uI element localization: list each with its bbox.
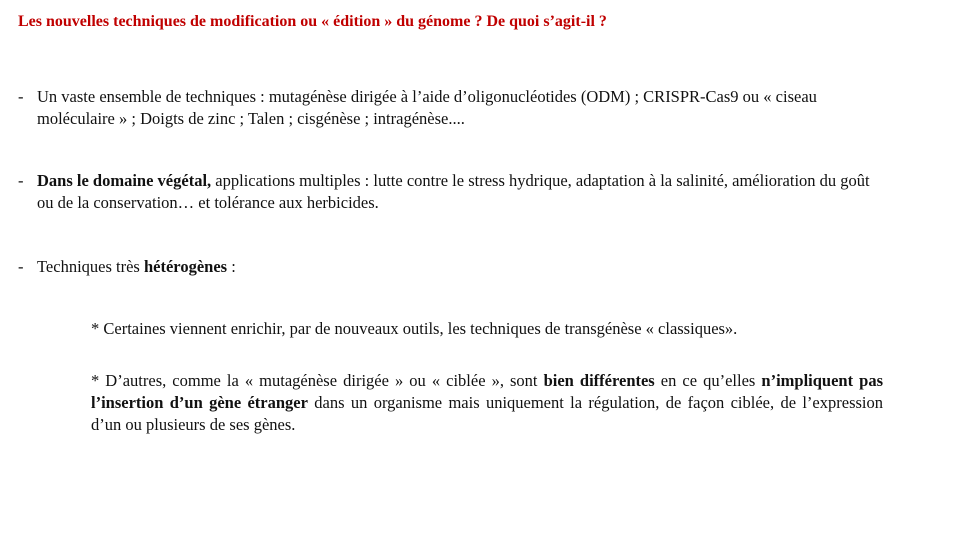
bullet-text-suffix: : xyxy=(227,257,236,276)
bullet-text xyxy=(37,256,888,278)
bullet-text-prefix: Techniques très xyxy=(37,257,144,276)
bold-phrase: n’impliquent pas l’insertion d’un gène étranger xyxy=(91,371,884,412)
sub-text-part: * D’autres, comme la « mutagénèse dirigée » ou « ciblée », sont xyxy=(91,371,544,390)
bold-phrase: bien différentes xyxy=(543,371,655,390)
bullet-plant-domain xyxy=(18,170,888,214)
bullet-text xyxy=(37,170,888,214)
bold-phrase: Dans le domaine végétal, xyxy=(37,171,212,190)
bullet-heterogeneous xyxy=(18,256,888,278)
sub-item-transgenesis: * Certaines viennent enrichir, par de nouveaux outils, les techniques de transgénèse « classiques». xyxy=(91,319,738,338)
bullet-marker: - xyxy=(18,171,24,190)
bullet-text: Un vaste ensemble de techniques : mutagénèse dirigée à l’aide d’oligonucléotides (ODM) ; CRISPR-Cas9 ou « ciseau moléculaire » ; Doigts de zinc ; Talen ; cisgénèse ; intragénèse.... xyxy=(37,87,817,128)
bullet-marker: - xyxy=(18,257,24,276)
sub-text-part: en ce qu’elles xyxy=(654,371,762,390)
bold-phrase: hétérogènes xyxy=(143,257,228,276)
bullet-text-rest: applications multiples : lutte contre le stress hydrique, adaptation à la salinité, amélioration du goût ou de la conservation… et tolérance aux herbicides. xyxy=(37,171,870,212)
bullet-marker: - xyxy=(18,87,24,106)
slide-title: Les nouvelles techniques de modification ou « édition » du génome ? De quoi s’agit-il ? xyxy=(18,13,607,30)
sub-item-targeted-mutagenesis xyxy=(91,370,883,436)
sub-text-part: dans un organisme mais uniquement la régulation, de façon ciblée, de l’expression d’un ou plusieurs de ses gènes. xyxy=(91,393,883,434)
bullet-techniques-list xyxy=(18,86,888,130)
